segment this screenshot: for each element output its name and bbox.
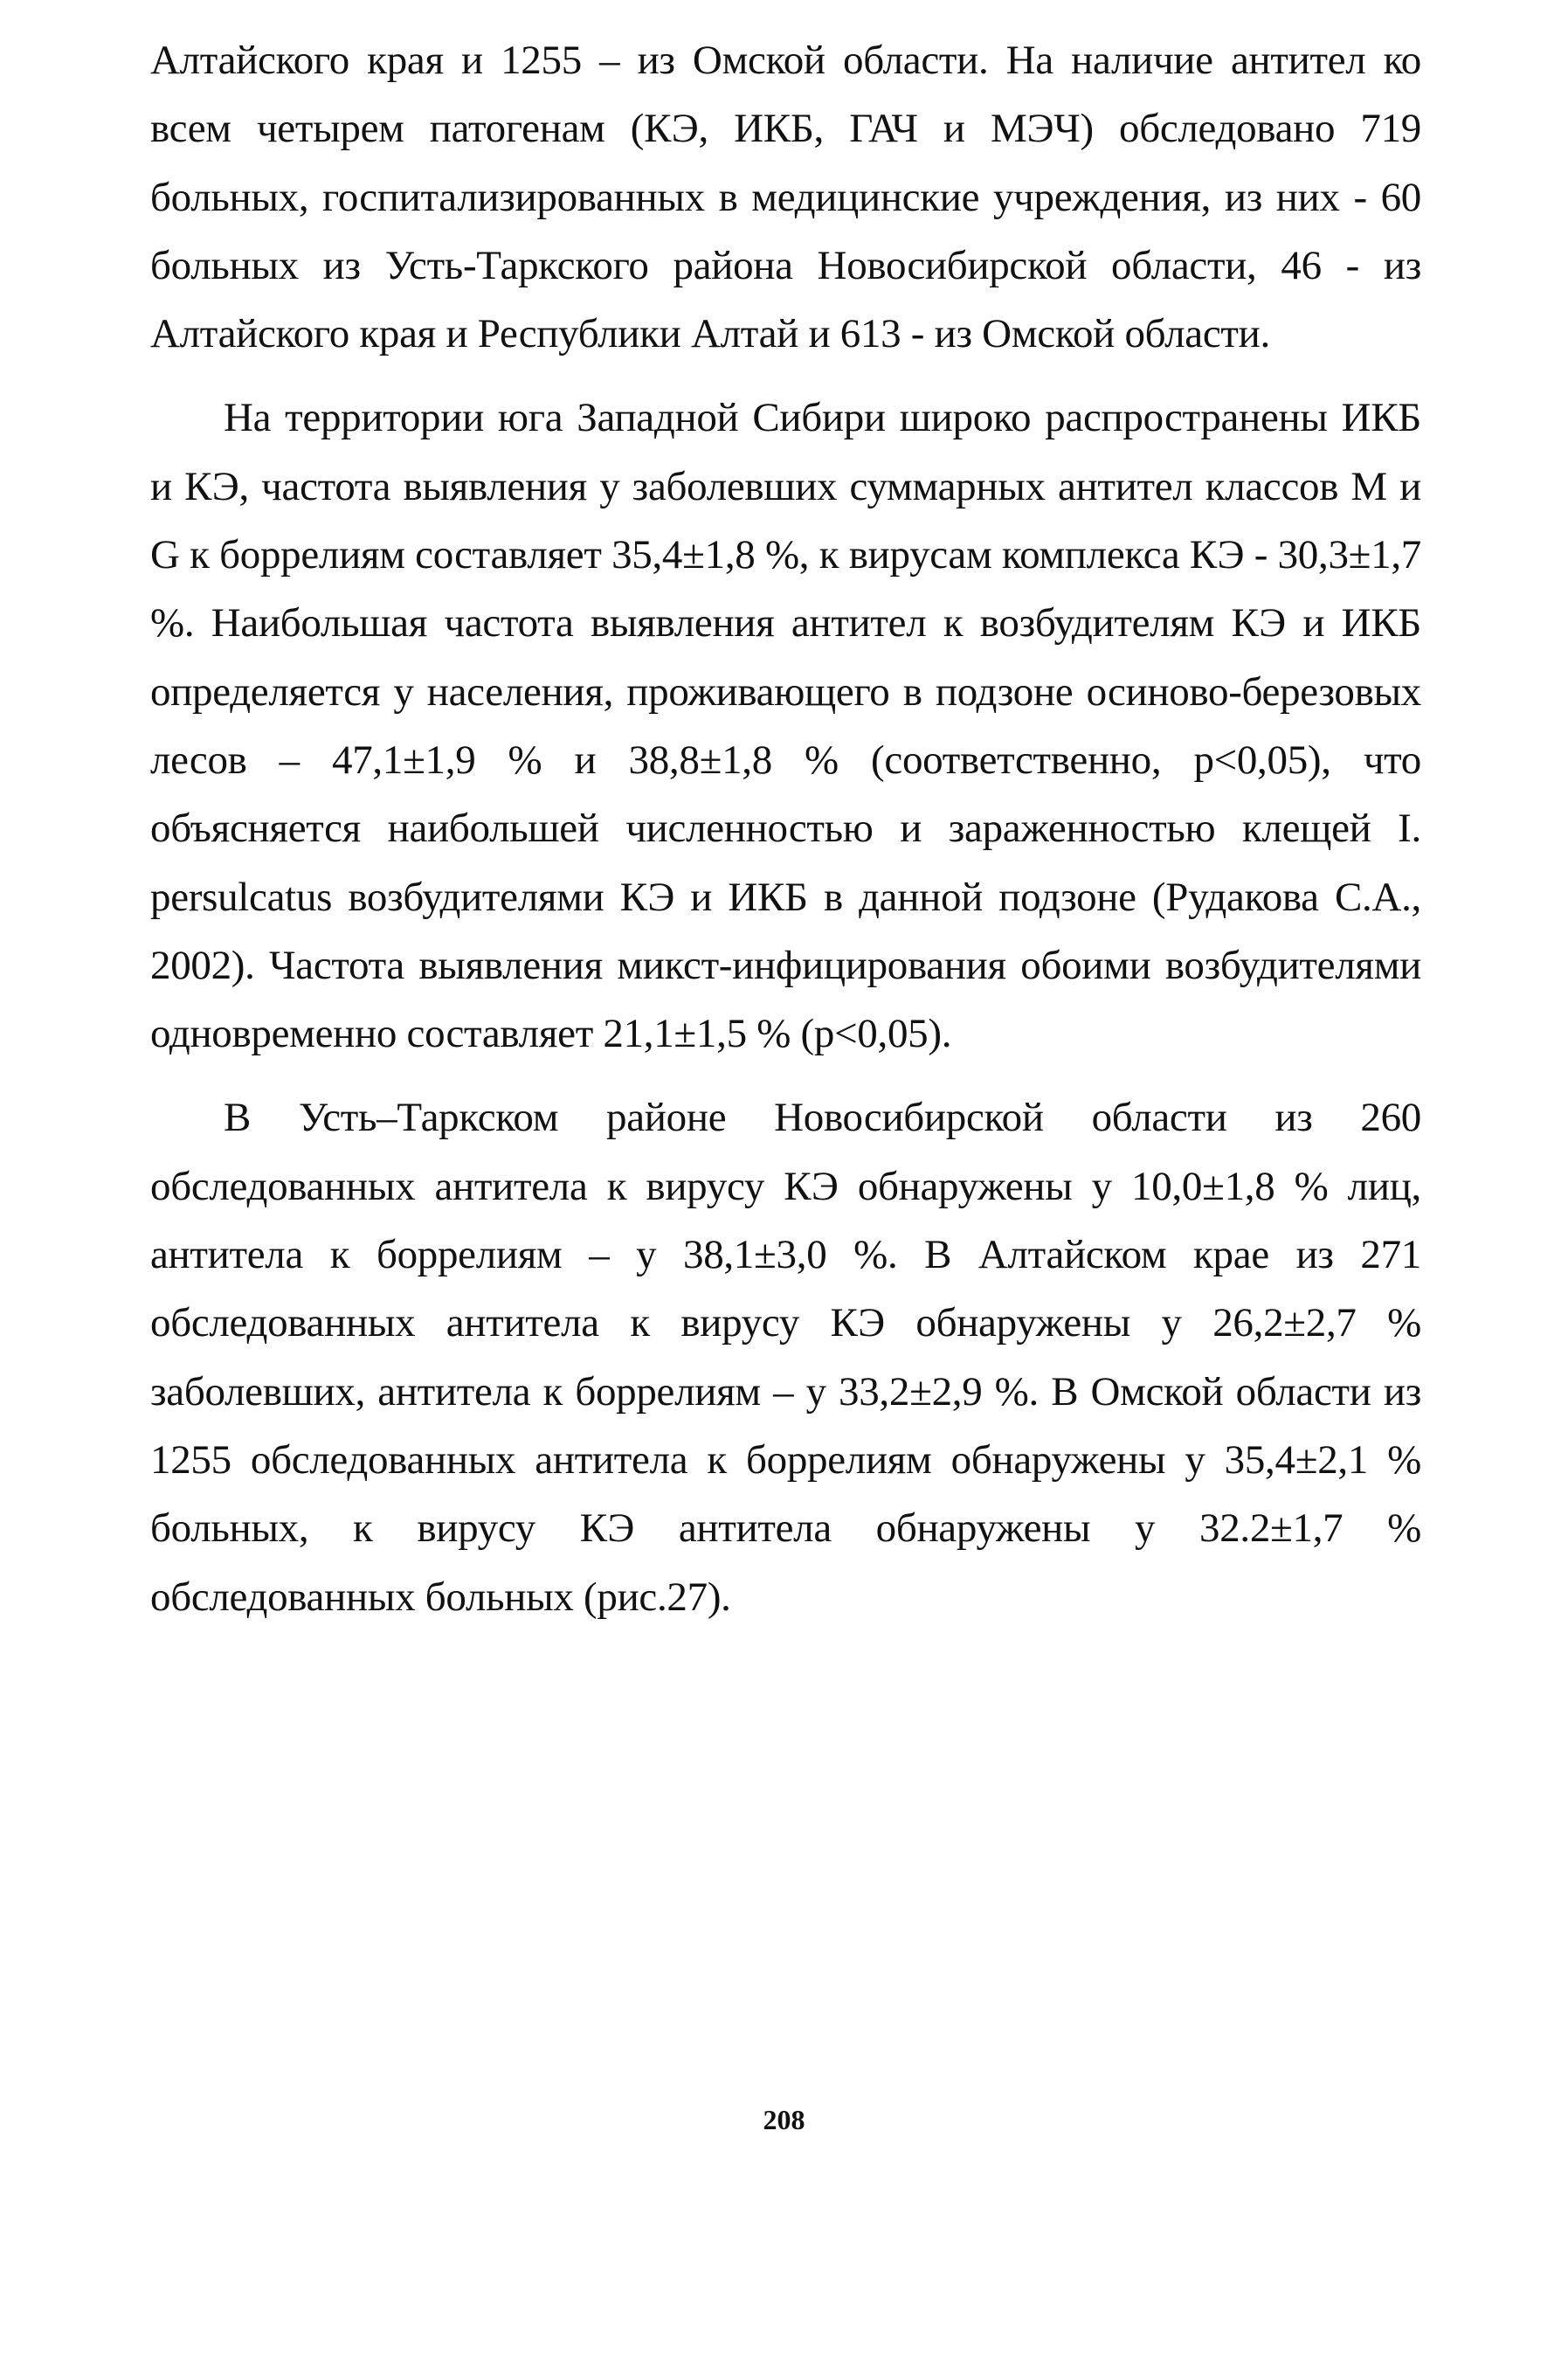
paragraph-3: В Усть–Таркском районе Новосибирской области из 260 обследованных антитела к вирусу КЭ обнаружены у 10,0±1,8 % лиц, антитела к боррелиям – у 38,1±3,0 %. В Алтайском крае из 271 обследованных антитела к вирусу КЭ обнаружены у 26,2±2,7 % заболевших, антитела к боррелиям – у 33,2±2,9 %. В Омской области из 1255 обследованных антитела к боррелиям обнаружены у 35,4±2,1 % больных, к вирусу КЭ антитела обнаружены у 32.2±1,7 % обследованных больных (рис.27).	[150, 1095, 1421, 1620]
paragraph-2: На территории юга Западной Сибири широко распространены ИКБ и КЭ, частота выявления у заболевших суммарных антител классов M и G к боррелиям составляет 35,4±1,8 %, к вирусам комплекса КЭ - 30,3±1,7 %. Наибольшая частота выявления антител к возбудителям КЭ и ИКБ определяется у населения, проживающего в подзоне осиново-березовых лесов – 47,1±1,9 % и 38,8±1,8 % (соответственно, p<0,05), что объясняется наибольшей численностью и зараженностью клещей I. persulcatus возбудителями КЭ и ИКБ в данной подзоне (Рудакова С.А., 2002). Частота выявления микст-инфицирования обоими возбудителями одновременно составляет 21,1±1,5 % (p<0,05).	[150, 395, 1421, 1057]
document-page	[150, 26, 1421, 1647]
page-number: 208	[763, 2104, 805, 2135]
paragraph-1: Алтайского края и 1255 – из Омской области. На наличие антител ко всем четырем патогенам (КЭ, ИКБ, ГАЧ и МЭЧ) обследовано 719 больных, госпитализированных в медицинские учреждения, из них - 60 больных из Усть-Таркского района Новосибирской области, 46 - из Алтайского края и Республики Алтай и 613 - из Омской области.	[150, 38, 1421, 357]
